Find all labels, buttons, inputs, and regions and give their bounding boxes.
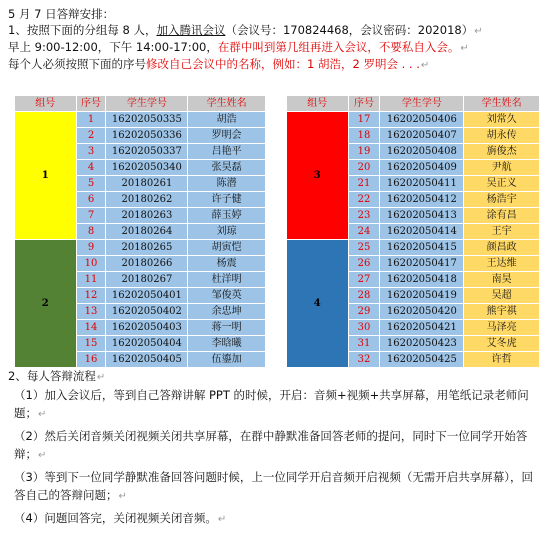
table-row [15, 112, 266, 128]
student-id-cell: 16202050401 [106, 288, 188, 304]
student-id-cell: 16202050419 [380, 288, 464, 304]
group-cell-3: 3 [287, 112, 349, 240]
seq-cell: 21 [348, 176, 380, 192]
seq-cell: 14 [76, 320, 106, 336]
student-name-cell: 杜洋明 [188, 272, 266, 288]
header-seq: 序号 [76, 96, 106, 112]
student-id-cell: 20180261 [106, 176, 188, 192]
student-name-cell: 旃俊杰 [464, 144, 540, 160]
tencent-meeting-link[interactable]: 加入腾讯会议 [156, 23, 226, 37]
return-mark-icon: ↵ [118, 491, 127, 502]
schedule-title: 5 月 7 日答辩安排： [8, 7, 115, 21]
student-id-cell: 20180263 [106, 208, 188, 224]
student-id-cell: 16202050415 [380, 240, 464, 256]
group-table-left [14, 95, 266, 368]
student-name-cell: 陈潜 [188, 176, 266, 192]
header-student-name: 学生姓名 [464, 96, 540, 112]
process-step-3: （3）等到下一位同学静默准备回答问题时候，上一位同学开启音频开启视频（无需开启共享屏幕），回答自己的答辩问题；↵ [14, 470, 534, 502]
student-name-cell: 尹航 [464, 160, 540, 176]
header-group: 组号 [15, 96, 77, 112]
seq-cell: 9 [76, 240, 106, 256]
seq-cell: 30 [348, 320, 380, 336]
student-name-cell: 吴正义 [464, 176, 540, 192]
process-step-1: （1）加入会议后，等到自己答辩讲解 PPT 的时候，开启：音频+视频+共享屏幕，用笔纸记录老师问题；↵ [14, 388, 529, 420]
student-id-cell: 16202050406 [380, 112, 464, 128]
student-id-cell: 16202050421 [380, 320, 464, 336]
header-seq: 序号 [348, 96, 380, 112]
table-header-row [15, 96, 266, 112]
header-student-id: 学生学号 [106, 96, 188, 112]
seq-cell: 29 [348, 304, 380, 320]
student-id-cell: 16202050336 [106, 128, 188, 144]
table-row [15, 240, 266, 256]
student-id-cell: 16202050403 [106, 320, 188, 336]
seq-cell: 20 [348, 160, 380, 176]
return-mark-icon: ↵ [38, 409, 47, 420]
table-header-row [287, 96, 540, 112]
header-student-id: 学生学号 [380, 96, 464, 112]
meeting-instruction: 1、按照下面的分组每 8 人，加入腾讯会议（会议号：170824468，会议密码：202018）↵ [8, 23, 483, 37]
student-name-cell: 余忠坤 [188, 304, 266, 320]
seq-cell: 19 [348, 144, 380, 160]
seq-cell: 13 [76, 304, 106, 320]
student-name-cell: 刘琼 [188, 224, 266, 240]
seq-cell: 32 [348, 352, 380, 368]
time-instruction: 早上 9:00-12:00，下午 14:00-17:00，在群中叫到第几组再进入会议，不要私自入会。↵ [8, 40, 469, 54]
student-name-cell: 马泽亮 [464, 320, 540, 336]
seq-cell: 4 [76, 160, 106, 176]
seq-cell: 5 [76, 176, 106, 192]
student-id-cell: 16202050411 [380, 176, 464, 192]
student-name-cell: 许哲 [464, 352, 540, 368]
student-id-cell: 20180264 [106, 224, 188, 240]
student-id-cell: 16202050402 [106, 304, 188, 320]
seq-cell: 3 [76, 144, 106, 160]
seq-cell: 27 [348, 272, 380, 288]
student-name-cell: 杨震 [188, 256, 266, 272]
student-name-cell: 许子健 [188, 192, 266, 208]
process-step-4: （4）问题回答完，关闭视频关闭音频。↵ [14, 511, 227, 525]
student-id-cell: 16202050407 [380, 128, 464, 144]
student-id-cell: 16202050420 [380, 304, 464, 320]
seq-cell: 26 [348, 256, 380, 272]
seq-cell: 22 [348, 192, 380, 208]
seq-cell: 6 [76, 192, 106, 208]
student-name-cell: 熊宇祺 [464, 304, 540, 320]
student-id-cell: 16202050417 [380, 256, 464, 272]
student-id-cell: 16202050337 [106, 144, 188, 160]
student-name-cell: 吴超 [464, 288, 540, 304]
student-name-cell: 王宇 [464, 224, 540, 240]
student-id-cell: 20180267 [106, 272, 188, 288]
student-name-cell: 李晗曦 [188, 336, 266, 352]
seq-cell: 7 [76, 208, 106, 224]
student-name-cell: 刘常久 [464, 112, 540, 128]
seq-cell: 31 [348, 336, 380, 352]
student-id-cell: 16202050335 [106, 112, 188, 128]
student-name-cell: 薛玉婷 [188, 208, 266, 224]
student-id-cell: 20180262 [106, 192, 188, 208]
return-mark-icon: ↵ [474, 26, 483, 37]
student-name-cell: 涂有昌 [464, 208, 540, 224]
seq-cell: 15 [76, 336, 106, 352]
student-name-cell: 吕艳平 [188, 144, 266, 160]
group-cell-4: 4 [287, 240, 349, 368]
student-id-cell: 16202050418 [380, 272, 464, 288]
student-name-cell: 杨浩宇 [464, 192, 540, 208]
student-id-cell: 16202050340 [106, 160, 188, 176]
student-name-cell: 蒋一明 [188, 320, 266, 336]
student-id-cell: 16202050425 [380, 352, 464, 368]
process-step-2: （2）然后关闭音频关闭视频关闭共享屏幕，在群中静默准备回答老师的提问，同时下一位同学开始答辩；↵ [14, 429, 528, 461]
seq-cell: 2 [76, 128, 106, 144]
student-name-cell: 胡寅恺 [188, 240, 266, 256]
header-group: 组号 [287, 96, 349, 112]
student-name-cell: 胡永传 [464, 128, 540, 144]
seq-cell: 24 [348, 224, 380, 240]
seq-cell: 8 [76, 224, 106, 240]
table-row [287, 112, 540, 128]
student-id-cell: 16202050408 [380, 144, 464, 160]
student-name-cell: 胡浩 [188, 112, 266, 128]
student-id-cell: 16202050412 [380, 192, 464, 208]
group-cell-1: 1 [15, 112, 77, 240]
seq-cell: 1 [76, 112, 106, 128]
student-id-cell: 16202050405 [106, 352, 188, 368]
student-id-cell: 20180265 [106, 240, 188, 256]
table-row [287, 240, 540, 256]
student-name-cell: 艾冬虎 [464, 336, 540, 352]
return-mark-icon: ↵ [420, 60, 430, 71]
process-title: 2、每人答辩流程↵ [8, 369, 106, 383]
student-id-cell: 20180266 [106, 256, 188, 272]
seq-cell: 11 [76, 272, 106, 288]
return-mark-icon: ↵ [38, 450, 47, 461]
student-id-cell: 16202050413 [380, 208, 464, 224]
student-name-cell: 邹俊英 [188, 288, 266, 304]
header-student-name: 学生姓名 [188, 96, 266, 112]
student-name-cell: 王达维 [464, 256, 540, 272]
naming-instruction: 每个人必须按照下面的序号修改自己会议中的名称，例如：1 胡浩，2 罗明会 . . .↵ [8, 57, 430, 71]
group-table-right [286, 95, 540, 368]
student-name-cell: 张昊磊 [188, 160, 266, 176]
student-name-cell: 颜昌政 [464, 240, 540, 256]
student-name-cell: 罗明会 [188, 128, 266, 144]
group-cell-2: 2 [15, 240, 77, 368]
seq-cell: 18 [348, 128, 380, 144]
return-mark-icon: ↵ [96, 372, 106, 383]
student-name-cell: 伍鎏加 [188, 352, 266, 368]
student-id-cell: 16202050404 [106, 336, 188, 352]
seq-cell: 12 [76, 288, 106, 304]
return-mark-icon: ↵ [217, 514, 227, 525]
student-id-cell: 16202050409 [380, 160, 464, 176]
student-name-cell: 南昊 [464, 272, 540, 288]
student-id-cell: 16202050423 [380, 336, 464, 352]
seq-cell: 17 [348, 112, 380, 128]
seq-cell: 10 [76, 256, 106, 272]
seq-cell: 23 [348, 208, 380, 224]
student-id-cell: 16202050414 [380, 224, 464, 240]
seq-cell: 28 [348, 288, 380, 304]
return-mark-icon: ↵ [460, 43, 469, 54]
seq-cell: 16 [76, 352, 106, 368]
seq-cell: 25 [348, 240, 380, 256]
